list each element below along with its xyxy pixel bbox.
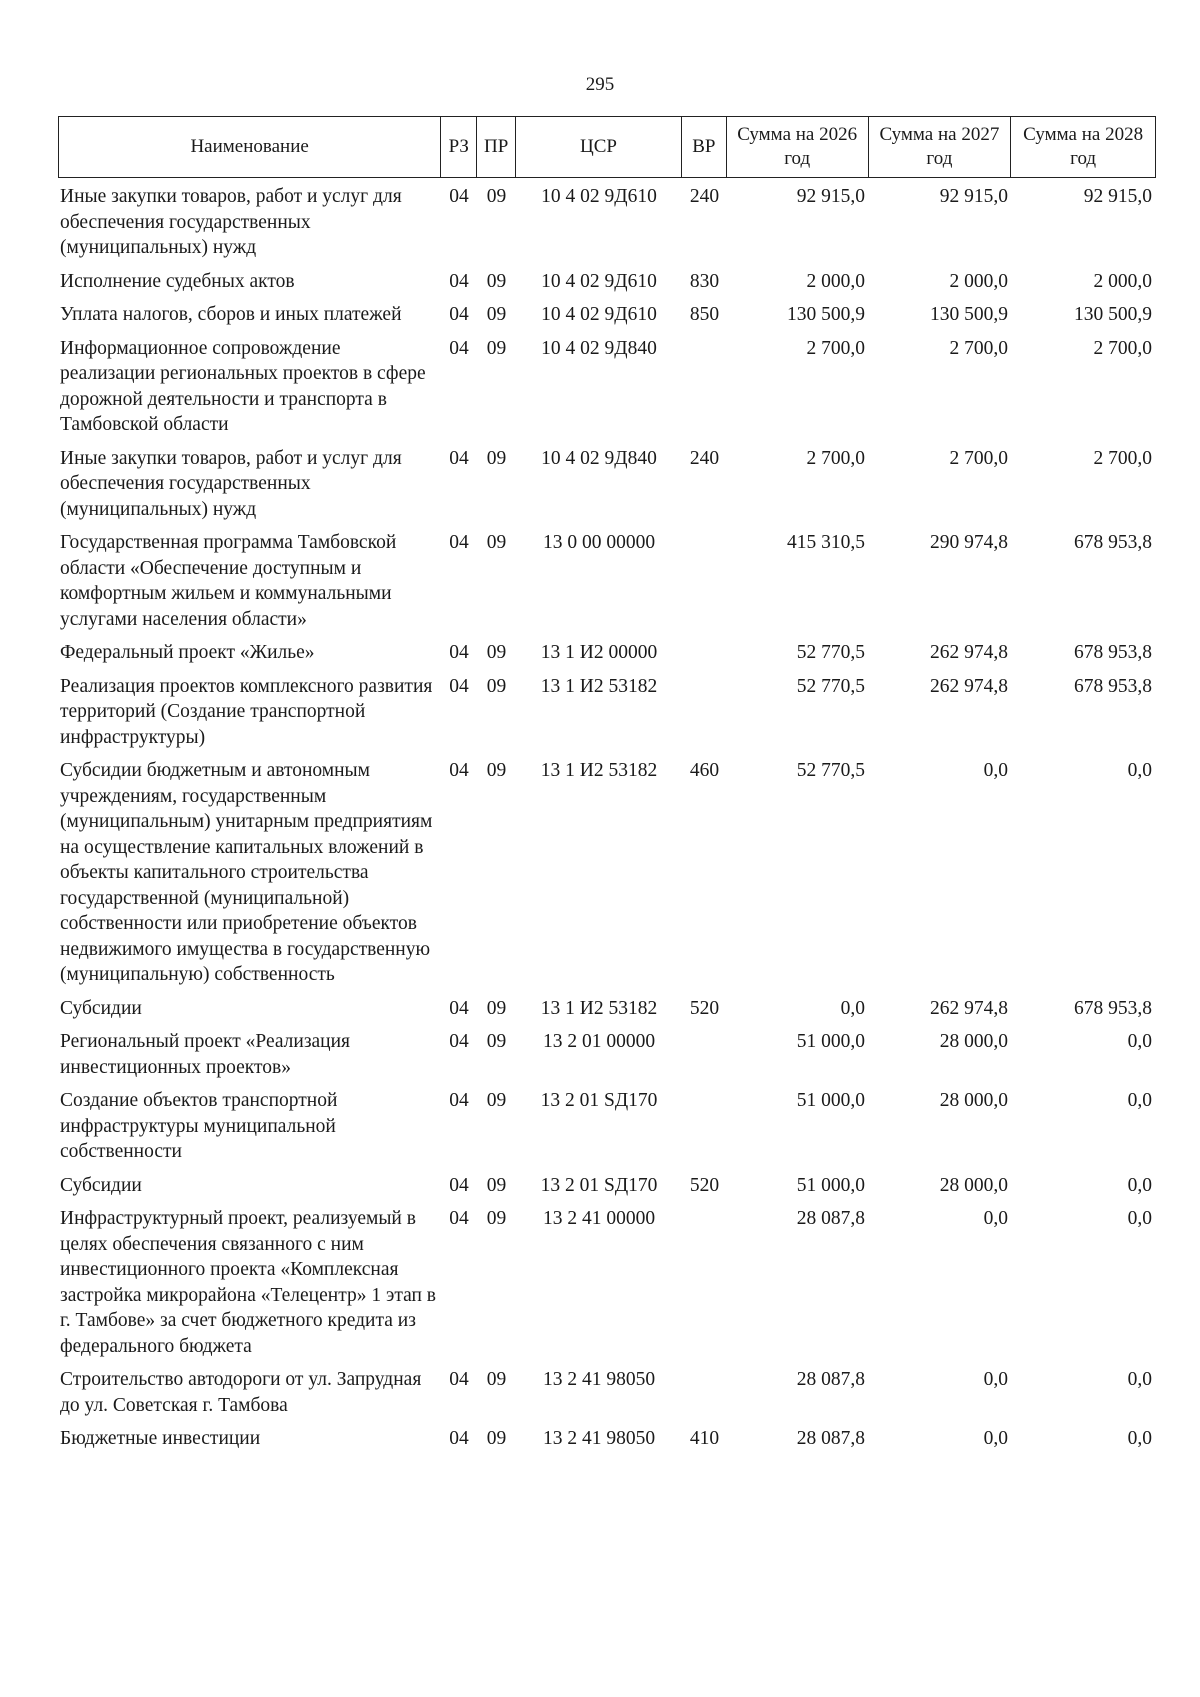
row-sum-2028: 678 953,8: [1074, 532, 1152, 553]
row-pr: 09: [486, 1031, 507, 1052]
row-csr: 10 4 02 9Д610: [541, 304, 657, 325]
row-sum-2027: 0,0: [983, 1369, 1008, 1390]
table-row: [58, 302, 1156, 328]
row-sum-2028: 0,0: [1127, 1208, 1152, 1229]
row-vr: 410: [689, 1428, 720, 1449]
table-row: [58, 336, 1156, 438]
row-sum-2027: 2 700,0: [949, 337, 1008, 359]
table-body: [58, 184, 1156, 1460]
row-sum-2026: 52 770,5: [796, 760, 865, 781]
row-sum-2026: 52 770,5: [796, 642, 865, 663]
row-rz: 04: [449, 186, 469, 207]
table-row: [58, 674, 1156, 751]
row-vr: [682, 1367, 727, 1418]
table-row: [58, 269, 1156, 295]
row-vr: [682, 674, 727, 751]
row-csr: 13 2 01 SД170: [540, 1174, 658, 1196]
table-row: [58, 1088, 1156, 1165]
row-name: Субсидии: [60, 1174, 142, 1196]
row-sum-2028: 678 953,8: [1074, 642, 1152, 663]
row-sum-2028: 678 953,8: [1074, 997, 1152, 1019]
row-sum-2026: 51 000,0: [796, 1174, 865, 1196]
row-sum-2028: 0,0: [1127, 760, 1152, 781]
row-sum-2026: 0,0: [840, 997, 865, 1019]
row-pr: 09: [486, 675, 507, 697]
row-sum-2027: 92 915,0: [939, 186, 1008, 207]
row-pr: 09: [486, 447, 507, 469]
row-csr: 13 1 И2 53182: [540, 760, 658, 781]
row-vr: [682, 1206, 727, 1359]
row-name: Исполнение судебных актов: [60, 270, 295, 292]
row-vr: [682, 530, 727, 632]
row-csr: 13 2 41 98050: [542, 1369, 656, 1390]
row-vr: 830: [689, 270, 720, 292]
row-pr: 09: [486, 1090, 507, 1111]
row-rz: 04: [449, 760, 469, 781]
row-vr: [682, 1088, 727, 1165]
row-csr: 13 1 И2 53182: [540, 997, 658, 1019]
row-rz: 04: [449, 1428, 469, 1449]
row-sum-2028: 0,0: [1127, 1369, 1152, 1390]
row-sum-2026: 130 500,9: [787, 304, 865, 325]
row-csr: 13 0 00 00000: [542, 532, 656, 553]
row-name: Инфраструктурный проект, реализуемый в целях обеспечения связанного с ним инвестиционного проекта «Комплексная застройка микрорайона «Телецентр» 1 этап в г. Тамбове» за счет бюджетного кредита из федерального бюджета: [60, 1208, 437, 1357]
row-name: Федеральный проект «Жилье»: [60, 642, 315, 663]
row-pr: 09: [486, 304, 507, 325]
row-rz: 04: [449, 270, 469, 292]
row-rz: 04: [449, 1369, 469, 1390]
row-csr: 13 1 И2 53182: [540, 675, 658, 697]
row-sum-2027: 0,0: [983, 760, 1008, 781]
row-name: Иные закупки товаров, работ и услуг для обеспечения государственных (муниципальных) нужд: [60, 186, 402, 258]
table-row: [58, 530, 1156, 632]
header-csr: ЦСР: [516, 117, 682, 177]
row-sum-2027: 0,0: [983, 1208, 1008, 1229]
row-sum-2026: 2 700,0: [806, 337, 865, 359]
row-sum-2026: 51 000,0: [796, 1031, 865, 1052]
row-pr: 09: [486, 270, 507, 292]
row-sum-2028: 0,0: [1127, 1090, 1152, 1111]
table-header: [58, 116, 1156, 178]
row-csr: 10 4 02 9Д610: [541, 186, 657, 207]
row-sum-2027: 262 974,8: [930, 997, 1008, 1019]
header-sum-2026: Сумма на 2026 год: [727, 117, 869, 177]
row-csr: 13 2 41 98050: [542, 1428, 656, 1449]
table-row: [58, 184, 1156, 261]
header-pr: ПР: [477, 117, 516, 177]
row-vr: 520: [689, 997, 720, 1019]
row-sum-2028: 92 915,0: [1083, 186, 1152, 207]
row-pr: 09: [486, 1369, 507, 1390]
row-sum-2027: 28 000,0: [939, 1090, 1008, 1111]
row-sum-2028: 0,0: [1127, 1428, 1152, 1449]
row-sum-2027: 130 500,9: [930, 304, 1008, 325]
row-rz: 04: [449, 304, 469, 325]
page-number: 295: [585, 74, 615, 95]
row-sum-2026: 28 087,8: [796, 1208, 865, 1229]
row-name: Уплата налогов, сборов и иных платежей: [60, 304, 402, 325]
row-rz: 04: [449, 675, 469, 697]
row-vr: [682, 1029, 727, 1080]
header-name: Наименование: [59, 117, 441, 177]
row-name: Субсидии бюджетным и автономным учреждениям, государственным (муниципальным) унитарным предприятиям на осуществление капитальных вложений в объекты капитального строительства государственной (муниципальной) собственности или приобретение объектов недвижимого имущества в государственную (муниципальную) собственность: [60, 760, 433, 985]
row-name: Реализация проектов комплексного развития территорий (Создание транспортной инфраструктуры): [60, 675, 433, 748]
row-vr: 520: [689, 1174, 720, 1196]
row-name: Субсидии: [60, 997, 142, 1019]
row-sum-2027: 0,0: [983, 1428, 1008, 1449]
row-vr: [682, 336, 727, 438]
row-pr: 09: [486, 760, 507, 781]
row-pr: 09: [486, 532, 507, 553]
row-rz: 04: [449, 1031, 469, 1052]
row-pr: 09: [486, 1428, 507, 1449]
table-row: [58, 996, 1156, 1022]
row-sum-2028: 2 000,0: [1093, 270, 1152, 292]
row-pr: 09: [486, 997, 507, 1019]
row-name: Региональный проект «Реализация инвестиционных проектов»: [60, 1031, 351, 1078]
header-sum-2028: Сумма на 2028 год: [1023, 124, 1144, 169]
row-name: Бюджетные инвестиции: [60, 1428, 261, 1449]
row-sum-2027: 262 974,8: [930, 675, 1008, 697]
row-pr: 09: [486, 337, 507, 359]
row-name: Информационное сопровождение реализации региональных проектов в сфере дорожной деятельности и транспорта в Тамбовской области: [60, 337, 426, 435]
row-csr: 13 2 41 00000: [542, 1208, 656, 1229]
row-sum-2027: 28 000,0: [939, 1031, 1008, 1052]
table-row: [58, 1367, 1156, 1418]
row-csr: 13 2 01 00000: [542, 1031, 656, 1052]
table-row: [58, 1029, 1156, 1080]
table-row: [58, 446, 1156, 523]
row-name: Строительство автодороги от ул. Запрудная до ул. Советская г. Тамбова: [60, 1369, 422, 1416]
row-sum-2027: 2 700,0: [949, 447, 1008, 469]
row-vr: 240: [689, 186, 720, 207]
row-name: Государственная программа Тамбовской области «Обеспечение доступным и комфортным жильем и коммунальными услугами населения области»: [60, 532, 397, 630]
table-row: [58, 1206, 1156, 1359]
header-rz: РЗ: [441, 117, 477, 177]
row-vr: 240: [689, 447, 720, 469]
row-sum-2028: 678 953,8: [1074, 675, 1152, 697]
row-sum-2026: 28 087,8: [796, 1428, 865, 1449]
row-rz: 04: [449, 1090, 469, 1111]
row-pr: 09: [486, 1174, 507, 1196]
table-row: [58, 758, 1156, 988]
row-rz: 04: [449, 1174, 469, 1196]
row-csr: 10 4 02 9Д840: [541, 337, 657, 359]
row-sum-2026: 28 087,8: [796, 1369, 865, 1390]
row-csr: 13 1 И2 00000: [540, 642, 658, 663]
row-sum-2026: 92 915,0: [796, 186, 865, 207]
header-vr: ВР: [682, 117, 727, 177]
row-sum-2028: 0,0: [1127, 1031, 1152, 1052]
row-rz: 04: [449, 642, 469, 663]
row-rz: 04: [449, 532, 469, 553]
row-sum-2026: 2 700,0: [806, 447, 865, 469]
row-sum-2027: 2 000,0: [949, 270, 1008, 292]
row-sum-2026: 51 000,0: [796, 1090, 865, 1111]
row-sum-2028: 130 500,9: [1074, 304, 1152, 325]
row-rz: 04: [449, 447, 469, 469]
row-pr: 09: [486, 1208, 507, 1229]
row-sum-2026: 2 000,0: [806, 270, 865, 292]
row-rz: 04: [449, 997, 469, 1019]
row-vr: 460: [689, 760, 720, 781]
row-sum-2028: 2 700,0: [1093, 447, 1152, 469]
row-pr: 09: [486, 642, 507, 663]
row-csr: 10 4 02 9Д610: [541, 270, 657, 292]
row-sum-2028: 2 700,0: [1093, 337, 1152, 359]
row-csr: 13 2 01 SД170: [540, 1090, 658, 1111]
row-sum-2027: 290 974,8: [930, 532, 1008, 553]
row-sum-2027: 262 974,8: [930, 642, 1008, 663]
row-sum-2026: 52 770,5: [796, 675, 865, 697]
table-row: [58, 1426, 1156, 1452]
row-rz: 04: [449, 1208, 469, 1229]
row-vr: 850: [689, 304, 720, 325]
row-name: Иные закупки товаров, работ и услуг для обеспечения государственных (муниципальных) нужд: [60, 447, 402, 520]
row-pr: 09: [486, 186, 507, 207]
row-csr: 10 4 02 9Д840: [541, 447, 657, 469]
row-rz: 04: [449, 337, 469, 359]
row-sum-2027: 28 000,0: [939, 1174, 1008, 1196]
header-sum-2027: Сумма на 2027 год: [869, 117, 1012, 177]
row-sum-2028: 0,0: [1127, 1174, 1152, 1196]
row-name: Создание объектов транспортной инфраструктуры муниципальной собственности: [60, 1090, 338, 1162]
table-row: [58, 640, 1156, 666]
row-sum-2026: 415 310,5: [787, 532, 865, 553]
table-row: [58, 1173, 1156, 1199]
row-vr: [682, 640, 727, 666]
